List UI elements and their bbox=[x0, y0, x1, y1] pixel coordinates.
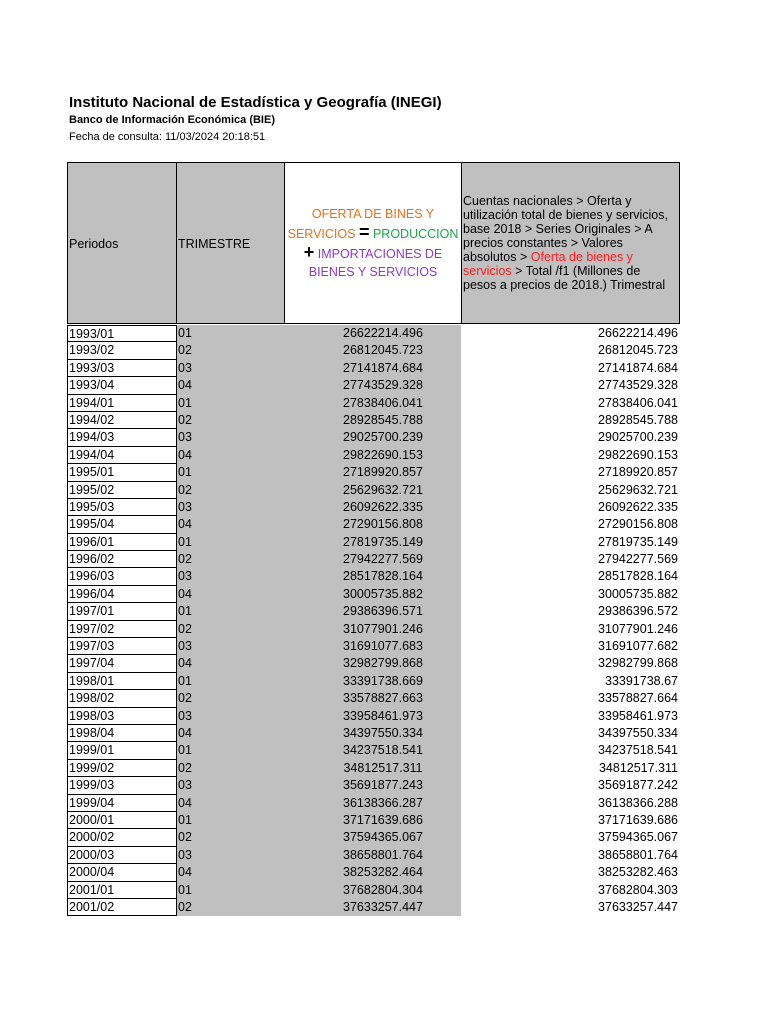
cell-oferta[interactable]: 25629632.721 bbox=[285, 482, 461, 499]
cell-periodo[interactable]: 1993/02 bbox=[67, 342, 177, 359]
cell-trimestre[interactable]: 03 bbox=[176, 360, 285, 377]
table-row bbox=[67, 899, 680, 916]
column-header-periodos[interactable] bbox=[67, 162, 177, 324]
cell-periodo[interactable]: 1994/03 bbox=[67, 429, 177, 446]
cell-periodo[interactable]: 2000/01 bbox=[67, 812, 177, 829]
table-row bbox=[67, 708, 680, 725]
cell-trimestre[interactable]: 04 bbox=[176, 795, 285, 812]
document-subtitle: Banco de Información Económica (BIE) bbox=[69, 114, 275, 126]
cell-oferta[interactable]: 26622214.496 bbox=[285, 325, 461, 342]
cell-cuentas[interactable]: 33391738.67 bbox=[605, 673, 678, 688]
cell-periodo[interactable]: 2000/03 bbox=[67, 847, 177, 864]
cell-cuentas[interactable]: 37682804.303 bbox=[598, 882, 678, 897]
cell-cuentas[interactable]: 29025700.239 bbox=[598, 430, 678, 445]
cell-cuentas[interactable]: 30005735.882 bbox=[598, 586, 678, 601]
cell-trimestre[interactable]: 02 bbox=[176, 412, 285, 429]
table-row bbox=[67, 777, 680, 794]
cell-cuentas[interactable]: 27942277.569 bbox=[598, 552, 678, 567]
cell-periodo[interactable]: 1993/04 bbox=[67, 377, 177, 394]
cell-oferta[interactable]: 28517828.164 bbox=[285, 568, 461, 585]
table-row bbox=[67, 812, 680, 829]
cell-trimestre[interactable]: 03 bbox=[176, 708, 285, 725]
cell-oferta[interactable]: 30005735.882 bbox=[285, 586, 461, 603]
cell-oferta[interactable]: 27743529.328 bbox=[285, 377, 461, 394]
cell-cuentas[interactable]: 27189920.857 bbox=[598, 465, 678, 480]
cell-periodo[interactable]: 1994/04 bbox=[67, 447, 177, 464]
cell-oferta[interactable]: 28928545.788 bbox=[285, 412, 461, 429]
table-row bbox=[67, 342, 680, 359]
cell-oferta[interactable]: 33958461.973 bbox=[285, 708, 461, 725]
cell-trimestre[interactable]: 04 bbox=[176, 447, 285, 464]
cell-periodo[interactable]: 1996/04 bbox=[67, 586, 177, 603]
cell-trimestre[interactable]: 01 bbox=[176, 882, 285, 899]
cell-oferta[interactable]: 29025700.239 bbox=[285, 429, 461, 446]
cell-cuentas[interactable]: 35691877.242 bbox=[598, 778, 678, 793]
cell-trimestre[interactable]: 02 bbox=[176, 551, 285, 568]
cell-oferta[interactable]: 33391738.669 bbox=[285, 673, 461, 690]
cell-periodo[interactable]: 1997/03 bbox=[67, 638, 177, 655]
cell-oferta[interactable]: 27838406.041 bbox=[285, 395, 461, 412]
produccion-label: PRODUCCION bbox=[372, 227, 459, 241]
cell-trimestre[interactable]: 03 bbox=[176, 499, 285, 516]
column-header-trimestre[interactable] bbox=[176, 162, 285, 324]
table-row bbox=[67, 864, 680, 881]
column-header-trimestre-label: TRIMESTRE bbox=[178, 237, 251, 251]
cell-oferta[interactable]: 26812045.723 bbox=[285, 342, 461, 359]
table-row bbox=[67, 395, 680, 412]
table-row bbox=[67, 360, 680, 377]
cell-periodo[interactable]: 1995/04 bbox=[67, 516, 177, 533]
table-row bbox=[67, 760, 680, 777]
cell-oferta[interactable]: 31691077.683 bbox=[285, 638, 461, 655]
cell-oferta[interactable]: 37594365.067 bbox=[285, 829, 461, 846]
cell-periodo[interactable]: 1997/01 bbox=[67, 603, 177, 620]
cell-oferta[interactable]: 33578827.663 bbox=[285, 690, 461, 707]
cell-trimestre[interactable]: 02 bbox=[176, 690, 285, 707]
table-row bbox=[67, 464, 680, 481]
cell-trimestre[interactable]: 04 bbox=[176, 377, 285, 394]
cell-periodo[interactable]: 1998/03 bbox=[67, 708, 177, 725]
table-row bbox=[67, 586, 680, 603]
cell-cuentas[interactable]: 29386396.572 bbox=[598, 604, 678, 619]
cell-cuentas[interactable]: 37594365.067 bbox=[598, 830, 678, 845]
table-row bbox=[67, 882, 680, 899]
cuentas-path-text: Cuentas nacionales > Oferta y utilización total de bienes y servicios, base 2018 > Series Originales > A precios constantes > Valores absolutos > bbox=[463, 194, 668, 264]
cell-periodo[interactable]: 1996/01 bbox=[67, 534, 177, 551]
equals-sign: = bbox=[358, 222, 370, 242]
cell-periodo[interactable]: 1999/02 bbox=[67, 760, 177, 777]
cell-cuentas[interactable]: 27743529.328 bbox=[598, 378, 678, 393]
data-table bbox=[67, 325, 680, 916]
table-row bbox=[67, 621, 680, 638]
cell-periodo[interactable]: 1998/02 bbox=[67, 690, 177, 707]
table-row bbox=[67, 499, 680, 516]
cell-periodo[interactable]: 1999/04 bbox=[67, 795, 177, 812]
cell-cuentas[interactable]: 25629632.721 bbox=[598, 482, 678, 497]
cell-cuentas[interactable]: 38253282.463 bbox=[598, 865, 678, 880]
cell-trimestre[interactable]: 01 bbox=[176, 673, 285, 690]
table-row bbox=[67, 551, 680, 568]
cell-periodo[interactable]: 1998/04 bbox=[67, 725, 177, 742]
cell-trimestre[interactable]: 01 bbox=[176, 464, 285, 481]
cell-periodo[interactable]: 1995/02 bbox=[67, 482, 177, 499]
cell-cuentas[interactable]: 31077901.246 bbox=[598, 621, 678, 636]
table-row bbox=[67, 673, 680, 690]
table-row bbox=[67, 690, 680, 707]
cell-oferta[interactable]: 27141874.684 bbox=[285, 360, 461, 377]
cell-oferta[interactable]: 34237518.541 bbox=[285, 742, 461, 759]
table-row bbox=[67, 603, 680, 620]
table-row bbox=[67, 516, 680, 533]
cell-cuentas[interactable]: 27290156.808 bbox=[598, 517, 678, 532]
cell-trimestre[interactable]: 04 bbox=[176, 516, 285, 533]
cell-oferta[interactable]: 31077901.246 bbox=[285, 621, 461, 638]
cell-trimestre[interactable]: 03 bbox=[176, 429, 285, 446]
cell-trimestre[interactable]: 03 bbox=[176, 568, 285, 585]
cell-oferta[interactable]: 34397550.334 bbox=[285, 725, 461, 742]
cell-cuentas[interactable]: 33578827.664 bbox=[598, 691, 678, 706]
column-header-oferta[interactable] bbox=[284, 162, 462, 324]
cell-trimestre[interactable]: 02 bbox=[176, 899, 285, 916]
cell-oferta[interactable]: 37633257.447 bbox=[285, 899, 461, 916]
cell-oferta[interactable]: 26092622.335 bbox=[285, 499, 461, 516]
cell-oferta[interactable]: 37682804.304 bbox=[285, 882, 461, 899]
cell-trimestre[interactable]: 01 bbox=[176, 742, 285, 759]
cell-trimestre[interactable]: 04 bbox=[176, 655, 285, 672]
cell-cuentas[interactable]: 27838406.041 bbox=[598, 395, 678, 410]
cell-cuentas[interactable]: 27141874.684 bbox=[598, 360, 678, 375]
cell-trimestre[interactable]: 03 bbox=[176, 777, 285, 794]
table-row bbox=[67, 829, 680, 846]
table-row bbox=[67, 534, 680, 551]
cell-cuentas[interactable]: 34812517.311 bbox=[598, 760, 678, 775]
cell-trimestre[interactable]: 02 bbox=[176, 482, 285, 499]
table-row bbox=[67, 412, 680, 429]
column-header-periodos-label: Periodos bbox=[69, 237, 119, 251]
cell-oferta[interactable]: 27189920.857 bbox=[285, 464, 461, 481]
table-row bbox=[67, 482, 680, 499]
cell-trimestre[interactable]: 02 bbox=[176, 342, 285, 359]
cell-oferta[interactable]: 29386396.571 bbox=[285, 603, 461, 620]
cell-cuentas[interactable]: 34237518.541 bbox=[598, 743, 678, 758]
cell-cuentas[interactable]: 26092622.335 bbox=[598, 499, 678, 514]
consultation-date: Fecha de consulta: 11/03/2024 20:18:51 bbox=[69, 131, 266, 143]
cuentas-suffix-text: > Total /f1 (Millones de pesos a precios de 2018.) Trimestral bbox=[463, 264, 666, 292]
cell-oferta[interactable]: 38253282.464 bbox=[285, 864, 461, 881]
table-row bbox=[67, 742, 680, 759]
oferta-label: OFERTA DE BINES Y SERVICIOS bbox=[287, 207, 435, 241]
table-row bbox=[67, 847, 680, 864]
cell-trimestre[interactable]: 01 bbox=[176, 603, 285, 620]
cell-periodo[interactable]: 1999/03 bbox=[67, 777, 177, 794]
cell-cuentas[interactable]: 29822690.153 bbox=[598, 447, 678, 462]
cell-periodo[interactable]: 2000/04 bbox=[67, 864, 177, 881]
cell-periodo[interactable]: 1994/02 bbox=[67, 412, 177, 429]
cell-trimestre[interactable]: 04 bbox=[176, 586, 285, 603]
cell-cuentas[interactable]: 38658801.764 bbox=[598, 847, 678, 862]
table-row bbox=[67, 655, 680, 672]
cell-periodo[interactable]: 1995/03 bbox=[67, 499, 177, 516]
cell-cuentas[interactable]: 27819735.149 bbox=[598, 534, 678, 549]
cell-trimestre[interactable]: 01 bbox=[176, 325, 285, 342]
cell-cuentas[interactable]: 31691077.682 bbox=[598, 639, 678, 654]
cell-cuentas[interactable]: 34397550.334 bbox=[598, 725, 678, 740]
cell-oferta[interactable]: 35691877.243 bbox=[285, 777, 461, 794]
cell-trimestre[interactable]: 01 bbox=[176, 395, 285, 412]
cell-oferta[interactable]: 37171639.686 bbox=[285, 812, 461, 829]
cell-periodo[interactable]: 1998/01 bbox=[67, 673, 177, 690]
cell-periodo[interactable]: 1995/01 bbox=[67, 464, 177, 481]
cell-periodo[interactable]: 1999/01 bbox=[67, 742, 177, 759]
cell-trimestre[interactable]: 01 bbox=[176, 812, 285, 829]
plus-sign: + bbox=[303, 242, 315, 262]
cell-oferta[interactable]: 34812517.311 bbox=[285, 760, 461, 777]
cell-oferta[interactable]: 29822690.153 bbox=[285, 447, 461, 464]
cell-oferta[interactable]: 27942277.569 bbox=[285, 551, 461, 568]
table-row bbox=[67, 725, 680, 742]
cell-trimestre[interactable]: 02 bbox=[176, 621, 285, 638]
cell-cuentas[interactable]: 28928545.788 bbox=[598, 412, 678, 427]
cell-periodo[interactable]: 2001/01 bbox=[67, 882, 177, 899]
cell-periodo[interactable]: 2001/02 bbox=[67, 899, 177, 916]
cell-trimestre[interactable]: 04 bbox=[176, 725, 285, 742]
table-row bbox=[67, 429, 680, 446]
table-row bbox=[67, 377, 680, 394]
cell-trimestre[interactable]: 02 bbox=[176, 829, 285, 846]
cell-oferta[interactable]: 38658801.764 bbox=[285, 847, 461, 864]
cell-cuentas[interactable]: 37633257.447 bbox=[598, 899, 678, 914]
cell-periodo[interactable]: 1997/04 bbox=[67, 655, 177, 672]
cell-cuentas[interactable]: 26812045.723 bbox=[598, 343, 678, 358]
cell-oferta[interactable]: 36138366.287 bbox=[285, 795, 461, 812]
cell-trimestre[interactable]: 02 bbox=[176, 760, 285, 777]
cell-trimestre[interactable]: 03 bbox=[176, 847, 285, 864]
cell-trimestre[interactable]: 03 bbox=[176, 638, 285, 655]
document-title: Instituto Nacional de Estadística y Geografía (INEGI) bbox=[69, 94, 442, 111]
importaciones-label: IMPORTACIONES DE BIENES Y SERVICIOS bbox=[308, 247, 443, 279]
table-row bbox=[67, 568, 680, 585]
cell-periodo[interactable]: 1996/02 bbox=[67, 551, 177, 568]
cell-cuentas[interactable]: 37171639.686 bbox=[598, 812, 678, 827]
cell-trimestre[interactable]: 04 bbox=[176, 864, 285, 881]
table-row bbox=[67, 795, 680, 812]
cell-cuentas[interactable]: 26622214.496 bbox=[598, 326, 678, 340]
cell-trimestre[interactable]: 01 bbox=[176, 534, 285, 551]
cell-periodo[interactable]: 1993/03 bbox=[67, 360, 177, 377]
cell-periodo[interactable]: 2000/02 bbox=[67, 829, 177, 846]
table-row bbox=[67, 447, 680, 464]
cell-periodo[interactable]: 1996/03 bbox=[67, 568, 177, 585]
column-header-cuentas[interactable] bbox=[461, 162, 680, 324]
table-row bbox=[67, 638, 680, 655]
cell-oferta[interactable]: 32982799.868 bbox=[285, 655, 461, 672]
cuentas-highlight-text: Oferta de bienes y servicios bbox=[463, 250, 633, 278]
cell-periodo[interactable]: 1997/02 bbox=[67, 621, 177, 638]
cell-cuentas[interactable]: 33958461.973 bbox=[598, 708, 678, 723]
cell-oferta[interactable]: 27819735.149 bbox=[285, 534, 461, 551]
cell-oferta[interactable]: 27290156.808 bbox=[285, 516, 461, 533]
cell-periodo[interactable]: 1993/01 bbox=[67, 325, 177, 342]
cell-periodo[interactable]: 1994/01 bbox=[67, 395, 177, 412]
table-row bbox=[67, 325, 680, 342]
cell-cuentas[interactable]: 32982799.868 bbox=[598, 656, 678, 671]
cell-cuentas[interactable]: 36138366.288 bbox=[598, 795, 678, 810]
cell-cuentas[interactable]: 28517828.164 bbox=[598, 569, 678, 584]
